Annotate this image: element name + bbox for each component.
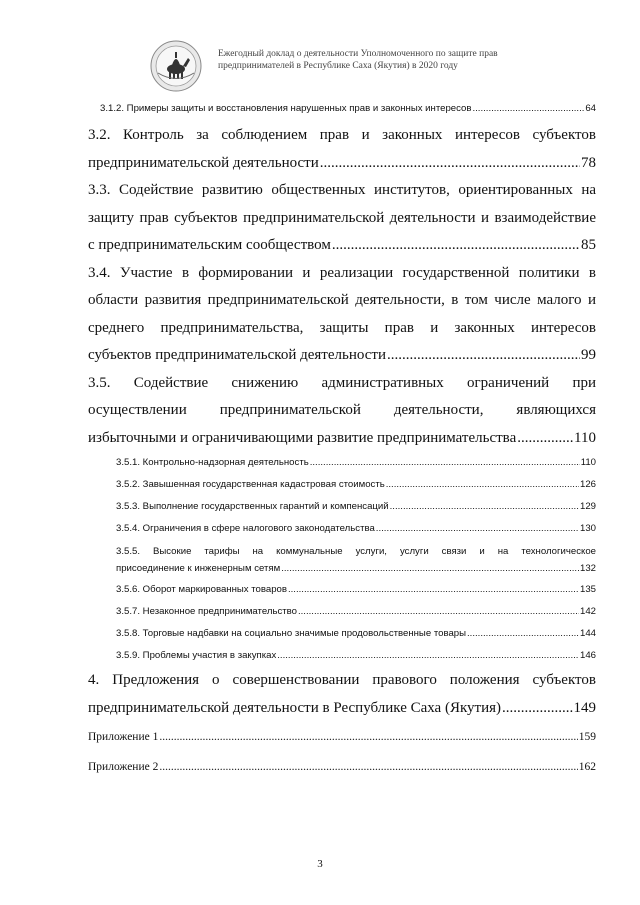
toc-page-number: 64 [585,103,596,114]
toc-page-number: 129 [579,501,596,512]
toc-page-number: 162 [578,761,596,773]
toc-page-number: 126 [579,479,596,490]
toc-entry-3-4[interactable]: 3.4. Участие в формировании и реализации государственной политики в области развития предпринимательской деятельности, в том числе малого и среднего предпринимательства, защиты прав и законных интересов субъектов предпринимательской деятельности ..... 99 [88,260,596,370]
toc-entry-3-5-1[interactable]: 3.5.1. Контрольно-надзорная деятельность ..... 110 [88,452,596,474]
header-line-1: Ежегодный доклад о деятельности Уполномоченного по защите прав [218,49,498,59]
header-line-2: предпринимателей в Республике Саха (Якутия) в 2020 году [218,61,458,71]
toc-page-number: 130 [579,523,596,534]
toc-page-number: 110 [574,429,596,446]
toc-page-number: 78 [581,154,596,171]
toc-page-number: 99 [581,347,596,363]
toc-entry-3-1-2[interactable]: 3.1.2. Примеры защиты и восстановления нарушенных прав и законных интересов ..... 64 [88,96,596,122]
toc-entry-3-2[interactable]: 3.2. Контроль за соблюдением прав и законных интересов субъектов предпринимательской деятельности ..... 78 [88,122,596,177]
table-of-contents [88,96,596,782]
toc-page-number: 146 [579,650,596,661]
toc-entry-3-5-9[interactable]: 3.5.9. Проблемы участия в закупках ..... 146 [88,645,596,667]
emblem-icon [150,40,202,92]
toc-page-number: 110 [580,457,596,468]
toc-entry-4[interactable]: 4. Предложения о совершенствовании правового положения субъектов предпринимательской деятельности в Республике Саха (Якутия) ..... 149 [88,667,596,722]
toc-entry-appendix-2[interactable]: Приложение 2 ..... 162 [88,752,596,782]
toc-entry-3-5-5[interactable]: 3.5.5. Высокие тарифы на коммунальные услуги, услуги связи и на технологическое присоединение к инженерным сетям ..... 132 [88,540,596,579]
toc-entry-3-5-4[interactable]: 3.5.4. Ограничения в сфере налогового законодательства ..... 130 [88,518,596,540]
page-number: 3 [317,858,323,870]
toc-entry-3-3[interactable]: 3.3. Содействие развитию общественных институтов, ориентированных на защиту прав субъектов предпринимательской деятельности и взаимодействие с предпринимательским сообществом ..... 85 [88,177,596,260]
header-title [218,48,498,72]
toc-page-number: 85 [581,237,596,253]
toc-entry-3-5-2[interactable]: 3.5.2. Завышенная государственная кадастровая стоимость ..... 126 [88,474,596,496]
toc-page-number: 144 [579,628,596,639]
toc-page-number: 149 [573,699,596,716]
toc-entry-3-5-6[interactable]: 3.5.6. Оборот маркированных товаров ..... 135 [88,579,596,601]
toc-entry-3-5-8[interactable]: 3.5.8. Торговые надбавки на социально значимые продовольственные товары ..... 144 [88,623,596,645]
toc-page-number: 132 [579,563,596,574]
toc-page-number: 135 [579,584,596,595]
toc-entry-3-5-3[interactable]: 3.5.3. Выполнение государственных гарантий и компенсаций ..... 129 [88,496,596,518]
toc-entry-appendix-1[interactable]: Приложение 1 ..... 159 [88,722,596,752]
toc-page-number: 159 [578,731,596,743]
toc-page-number: 142 [579,606,596,617]
toc-entry-3-5-7[interactable]: 3.5.7. Незаконное предпринимательство ..... 142 [88,601,596,623]
toc-entry-3-5[interactable]: 3.5. Содействие снижению административных ограничений при осуществлении предпринимательской деятельности, являющихся избыточными и ограничивающими развитие предпринимательства ..... 110 [88,370,596,453]
page-header [150,40,610,100]
